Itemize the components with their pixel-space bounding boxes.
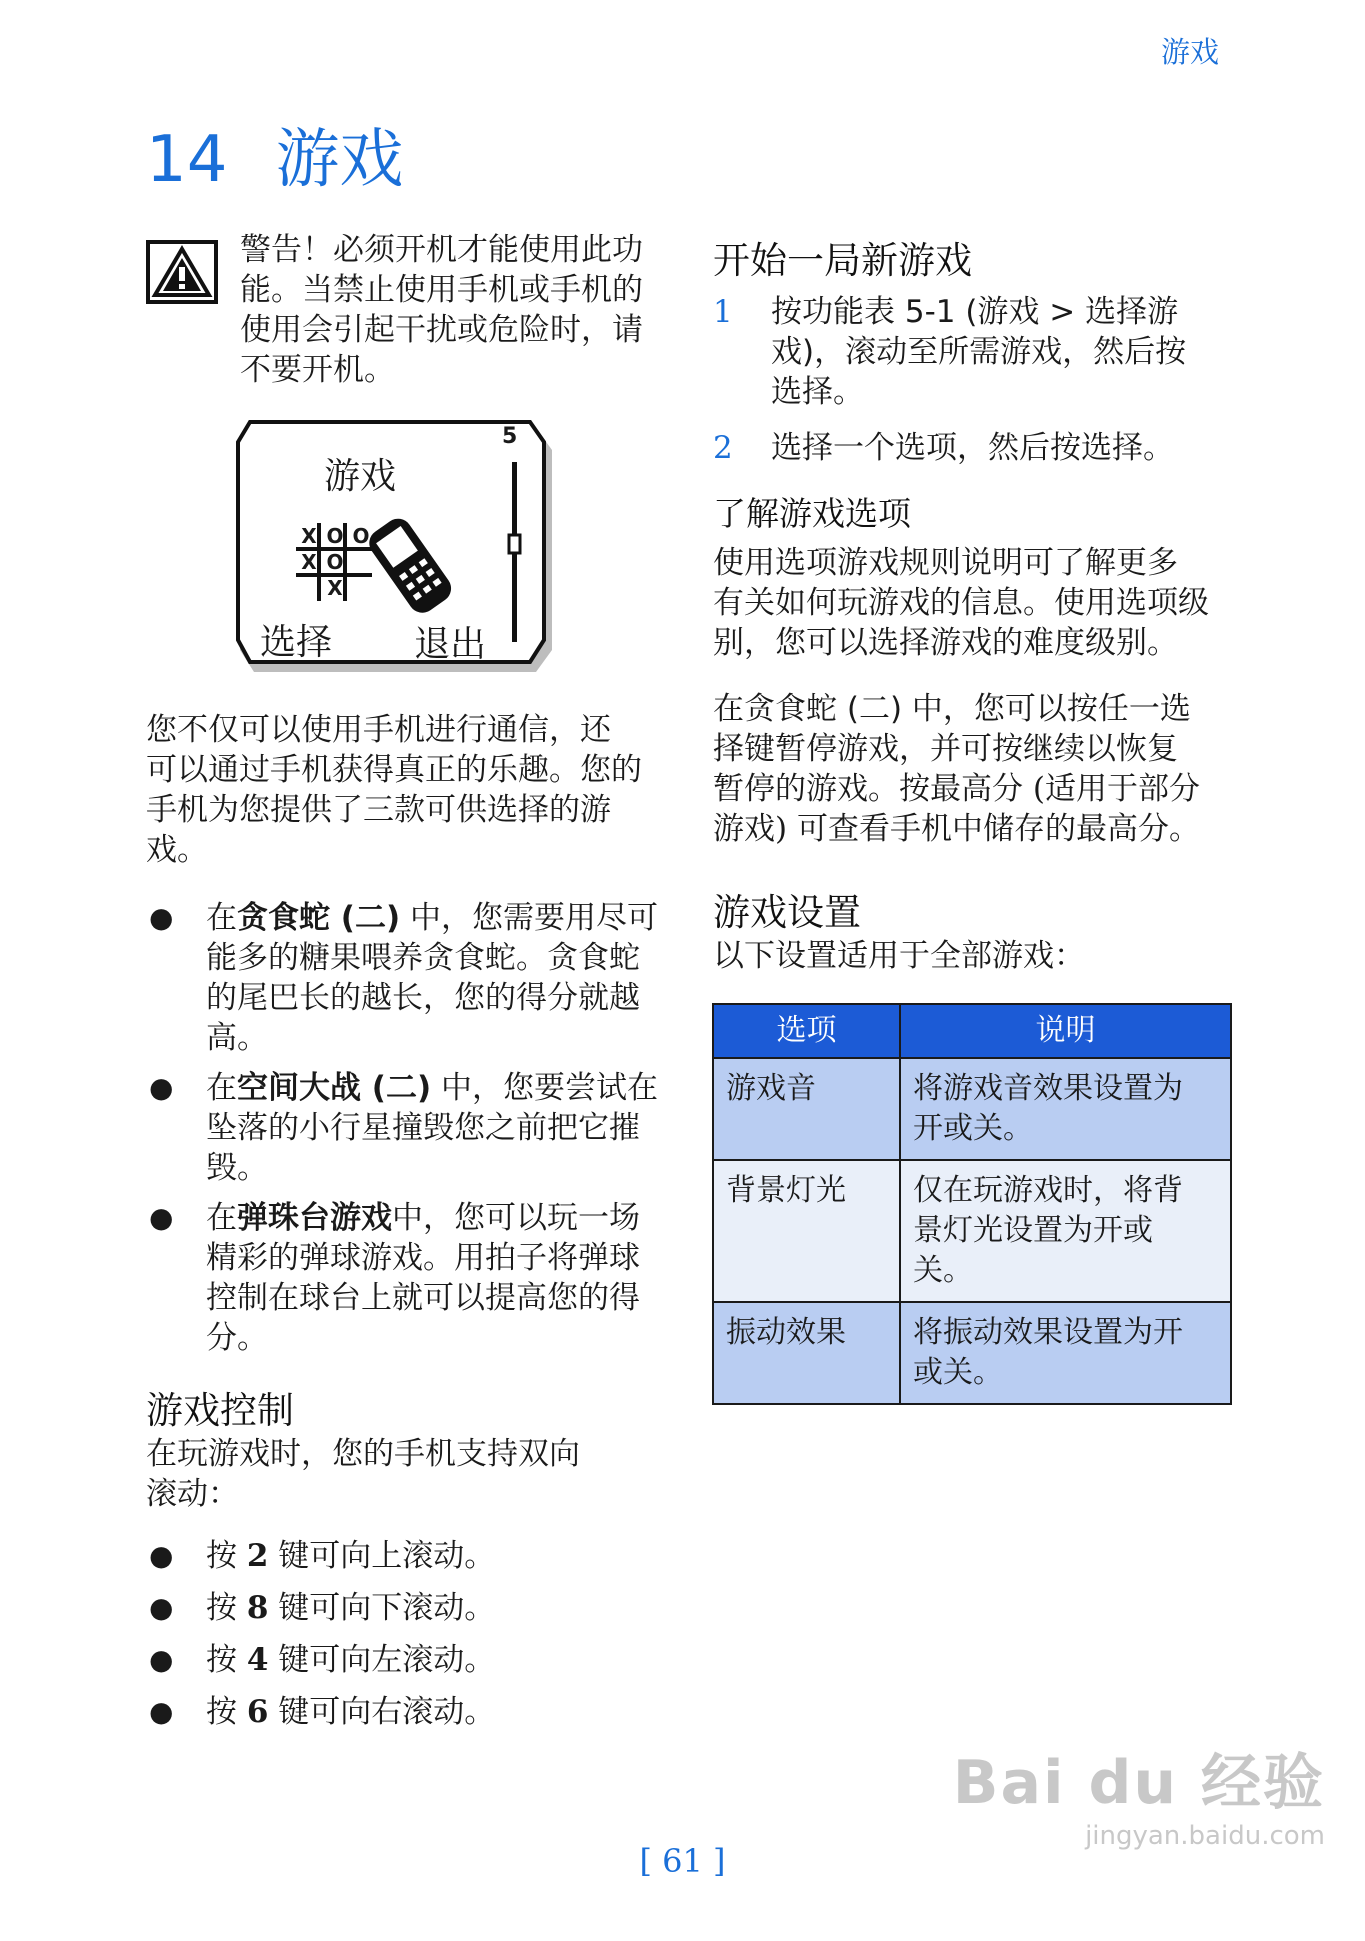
warning-line: 使用会引起干扰或危险时，请 (240, 312, 643, 348)
item-text: 按 (206, 1642, 247, 1678)
game-name: 贪食蛇 (二) (744, 691, 903, 727)
direction-label: 左 (371, 1642, 403, 1678)
intro-line: 戏。 (146, 832, 208, 868)
item-text: 控制在球台上就可以提高您的得 (206, 1280, 640, 1316)
para-text: 使用选项 (713, 545, 837, 581)
column-header: 说明 (900, 1004, 1231, 1058)
tictactoe-cell: X (327, 576, 343, 600)
settings-table (712, 1003, 1232, 1405)
para-text: ，您可以选择游戏的难度级别。 (744, 625, 1178, 661)
para-text: 暂停的游戏。按 (713, 771, 930, 807)
screen-title: 游戏 (323, 456, 396, 497)
column-header: 选项 (713, 1004, 900, 1058)
right-softkey: 退出 (414, 624, 487, 665)
value-off: 关 (913, 1253, 943, 1288)
value-on: 开 (913, 1111, 943, 1146)
menu-path: 功能表 5-1 (游戏 > 选择游 (802, 294, 1179, 330)
table-row (713, 1302, 1231, 1404)
item-text: 按 (206, 1694, 247, 1730)
bullet-icon: ● (149, 1201, 174, 1234)
option-cell: 背景灯光 (713, 1160, 900, 1302)
option-cell: 游戏音 (713, 1058, 900, 1160)
intro-paragraph (146, 710, 666, 870)
para-text: 可了解更多 (1023, 545, 1178, 581)
item-text: 按 (206, 1590, 247, 1626)
item-text: 滚动。 (402, 1694, 496, 1730)
cell-text: 。 (943, 1253, 973, 1288)
tictactoe-cell (348, 575, 374, 601)
cell-text: 仅在玩游戏时，将背 (913, 1173, 1183, 1208)
tictactoe-cell: X (301, 524, 317, 548)
left-softkey: 选择 (260, 622, 333, 663)
list-item (146, 1640, 666, 1692)
step-text: 。 (1143, 430, 1174, 466)
item-text: 滚动。 (402, 1538, 496, 1574)
para-text: 游戏) 可查看手机中储存的最高分。 (713, 811, 1200, 847)
warning-line: 必须开机才能使用此功 (333, 232, 643, 268)
list-item (146, 1536, 666, 1588)
item-prefix: 在 (206, 1070, 237, 1106)
options-heading: 了解游戏选项 (713, 494, 911, 533)
warning-line: 能。当禁止使用手机或手机的 (240, 272, 643, 308)
page-number: [ 61 ] (639, 1842, 726, 1880)
item-text: 键可向 (268, 1694, 372, 1730)
cell-text: 或 (1123, 1213, 1153, 1248)
para-text: 中，您可以按任一选 (902, 691, 1191, 727)
item-text: 精彩的弹球游戏。用拍子将弹球 (206, 1240, 640, 1276)
game-name: 弹珠台游戏 (237, 1200, 392, 1236)
cell-text: 或 (943, 1111, 973, 1146)
cell-text: 或 (913, 1355, 943, 1390)
item-text: 键可向 (268, 1590, 372, 1626)
warning-icon (146, 240, 218, 304)
item-text: 坠落的小行星撞毁您之前把它摧 (206, 1110, 640, 1146)
step-text: 。 (833, 374, 864, 410)
warning-text (240, 230, 670, 390)
settings-intro: 以下设置适用于全部游戏： (713, 938, 1085, 974)
bullet-icon: ● (149, 901, 174, 934)
bullet-icon: ● (149, 1643, 174, 1676)
item-prefix: 在 (206, 1200, 237, 1236)
settings-section (713, 882, 1233, 976)
controls-section (146, 1380, 666, 1514)
bullet-icon: ● (149, 1071, 174, 1104)
item-text: 中，您可以玩一场 (392, 1200, 640, 1236)
settings-heading: 游戏设置 (713, 891, 861, 934)
bullet-icon: ● (149, 1695, 174, 1728)
running-header: 游戏 (1160, 35, 1219, 69)
description-cell (900, 1058, 1231, 1160)
tictactoe-cell (348, 549, 374, 575)
tictactoe-cell (296, 575, 322, 601)
intro-line: 可以通过手机获得真正的乐趣。您的 (146, 752, 642, 788)
table-header-row (713, 1004, 1231, 1058)
para-text: 以恢复 (1085, 731, 1178, 767)
softkey-label: 选择 (771, 374, 833, 410)
softkey-label: 选择 (1081, 430, 1143, 466)
game-name: 贪食蛇 (二) (237, 900, 401, 936)
item-prefix: 在 (206, 900, 237, 936)
controls-intro: 在玩游戏时，您的手机支持双向 (146, 1436, 580, 1472)
para-text: 择键暂停游戏，并可按 (713, 731, 1023, 767)
step-item (713, 292, 1233, 412)
menu-path: 戏) (771, 334, 815, 370)
options-section (713, 488, 1233, 849)
item-text: 中，您需要用尽可 (400, 900, 658, 936)
cell-text: 将游戏音效果设置为 (913, 1071, 1183, 1106)
item-text: 滚动。 (402, 1590, 496, 1626)
step-text: ，滚动至所需游戏，然后按 (814, 334, 1187, 370)
direction-label: 下 (371, 1590, 403, 1626)
list-item (146, 898, 676, 1058)
warning-label: 警告！ (240, 232, 333, 268)
item-text: 键可向 (268, 1538, 372, 1574)
item-text: 的尾巴长的越长，您的得分就越 (206, 980, 640, 1016)
chapter-number: 14 (146, 123, 228, 197)
key-label: 6 (246, 1694, 269, 1730)
game-name: 空间大战 (二) (237, 1070, 432, 1106)
value-off: 关 (943, 1355, 973, 1390)
key-label: 8 (246, 1590, 269, 1626)
para-text: (适用于部分 (1023, 771, 1200, 807)
intro-line: 您不仅可以使用手机进行通信，还 (146, 712, 611, 748)
table-row (713, 1058, 1231, 1160)
list-item (146, 1198, 676, 1358)
direction-label: 上 (371, 1538, 403, 1574)
cell-text: 。 (1003, 1111, 1033, 1146)
option-name: 级 (1178, 585, 1209, 621)
tictactoe-cell: O (326, 524, 344, 548)
tictactoe-cell: X (301, 550, 317, 574)
watermark-brand: Bai du 经验 (952, 1748, 1325, 1818)
option-name: 游戏规则说明 (837, 545, 1023, 581)
new-game-heading: 开始一局新游戏 (713, 239, 972, 282)
item-text: 滚动。 (402, 1642, 496, 1678)
controls-list (146, 1536, 666, 1744)
para-text: 在 (713, 691, 744, 727)
cell-text: 。 (973, 1355, 1003, 1390)
warning-line: 不要开机。 (240, 352, 395, 388)
item-text: 按 (206, 1538, 247, 1574)
chapter-name: 游戏 (275, 123, 404, 197)
new-game-section (713, 230, 1233, 468)
cell-text: 将振动效果设置为 (913, 1315, 1153, 1350)
value-on: 开 (1093, 1213, 1123, 1248)
step-text: 选择一个选项，然后按 (771, 430, 1081, 466)
para-text: 有关如何玩游戏的信息。使用选项 (713, 585, 1178, 621)
option-cell: 振动效果 (713, 1302, 900, 1404)
game-list (146, 898, 676, 1358)
bullet-icon: ● (149, 1539, 174, 1572)
chapter-title (146, 108, 403, 200)
item-text: 中，您要尝试在 (431, 1070, 658, 1106)
option-name: 继续 (1023, 731, 1085, 767)
controls-intro: 滚动： (146, 1476, 239, 1512)
item-text: 分。 (206, 1320, 268, 1356)
options-paragraph (713, 689, 1233, 849)
item-text: 键可向 (268, 1642, 372, 1678)
controls-heading: 游戏控制 (146, 1389, 294, 1432)
direction-label: 右 (371, 1694, 403, 1730)
item-text: 毁。 (206, 1150, 268, 1186)
step-number: 2 (713, 430, 733, 466)
key-label: 2 (246, 1538, 269, 1574)
key-label: 4 (246, 1642, 269, 1678)
watermark-url: jingyan.baidu.com (1085, 1821, 1325, 1851)
cell-text: 景灯光设置为 (913, 1213, 1093, 1248)
bullet-icon: ● (149, 1591, 174, 1624)
step-item (713, 428, 1233, 468)
options-paragraph (713, 543, 1233, 663)
option-name: 别 (713, 625, 744, 661)
option-name: 最高分 (930, 771, 1023, 807)
value-off: 关 (973, 1111, 1003, 1146)
table-row (713, 1160, 1231, 1302)
step-number: 1 (713, 294, 733, 330)
value-on: 开 (1153, 1315, 1183, 1350)
step-text: 按 (771, 294, 802, 330)
tictactoe-cell: O (352, 524, 370, 548)
description-cell (900, 1160, 1231, 1302)
item-text: 高。 (206, 1020, 268, 1056)
list-item (146, 1588, 666, 1640)
intro-line: 手机为您提供了三款可供选择的游 (146, 792, 611, 828)
item-text: 能多的糖果喂养贪食蛇。贪食蛇 (206, 940, 640, 976)
tictactoe-board (296, 523, 374, 601)
description-cell (900, 1302, 1231, 1404)
phone-screen-illustration (236, 420, 554, 675)
list-item (146, 1068, 676, 1188)
screen-indicator: 5 (502, 424, 518, 449)
watermark (953, 1735, 1325, 1851)
tictactoe-cell: O (326, 550, 344, 574)
list-item (146, 1692, 666, 1744)
